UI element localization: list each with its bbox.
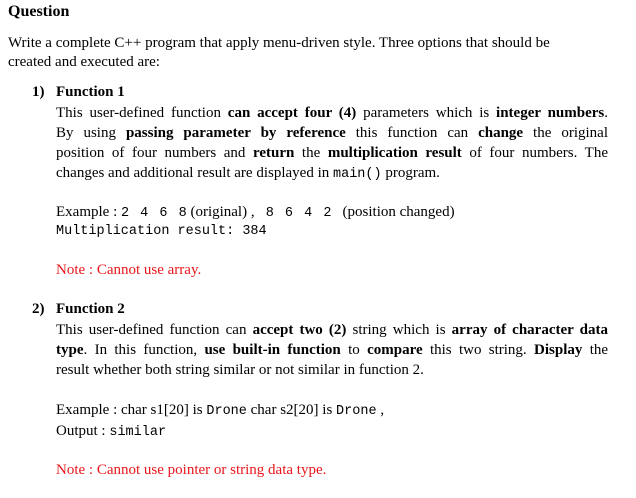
function1-multiplication-result: Multiplication result: 384 (56, 224, 267, 239)
function1-note: Note : Cannot use array. (56, 262, 202, 278)
function2-line-2: type. In this function, use built-in function to compare this two string. Display the (56, 342, 609, 358)
intro-line-1: Write a complete C++ program that apply menu-driven style. Three options that should be (8, 35, 550, 51)
function1-title: Function 1 (56, 84, 125, 100)
function2-output: Output : similar (56, 423, 167, 440)
question-heading: Question (8, 3, 70, 20)
function1-number: 1) (32, 84, 45, 100)
function2-line-3: result whether both string similar or not similar in function 2. (56, 362, 424, 378)
function1-line-1: This user-defined function can accept four (4) parameters which is integer numbers. (56, 105, 608, 121)
intro-line-2: created and executed are: (8, 54, 160, 70)
function2-example: Example : char s1[20] is Drone char s2[20] is Drone , (56, 402, 385, 419)
function1-line-4: changes and additional result are displayed in main() program. (56, 165, 440, 182)
function1-line-2: By using passing parameter by reference this function can change the original (56, 125, 608, 141)
function2-number: 2) (32, 301, 45, 317)
function2-line-1: This user-defined function can accept two (2) string which is array of character data (56, 322, 608, 338)
function2-note: Note : Cannot use pointer or string data type. (56, 462, 327, 478)
function1-example: Example : 2 4 6 8 (original) , 8 6 4 2 (position changed) (56, 204, 455, 221)
function1-line-3: position of four numbers and return the multiplication result of four numbers. The (56, 145, 608, 161)
function2-title: Function 2 (56, 301, 125, 317)
